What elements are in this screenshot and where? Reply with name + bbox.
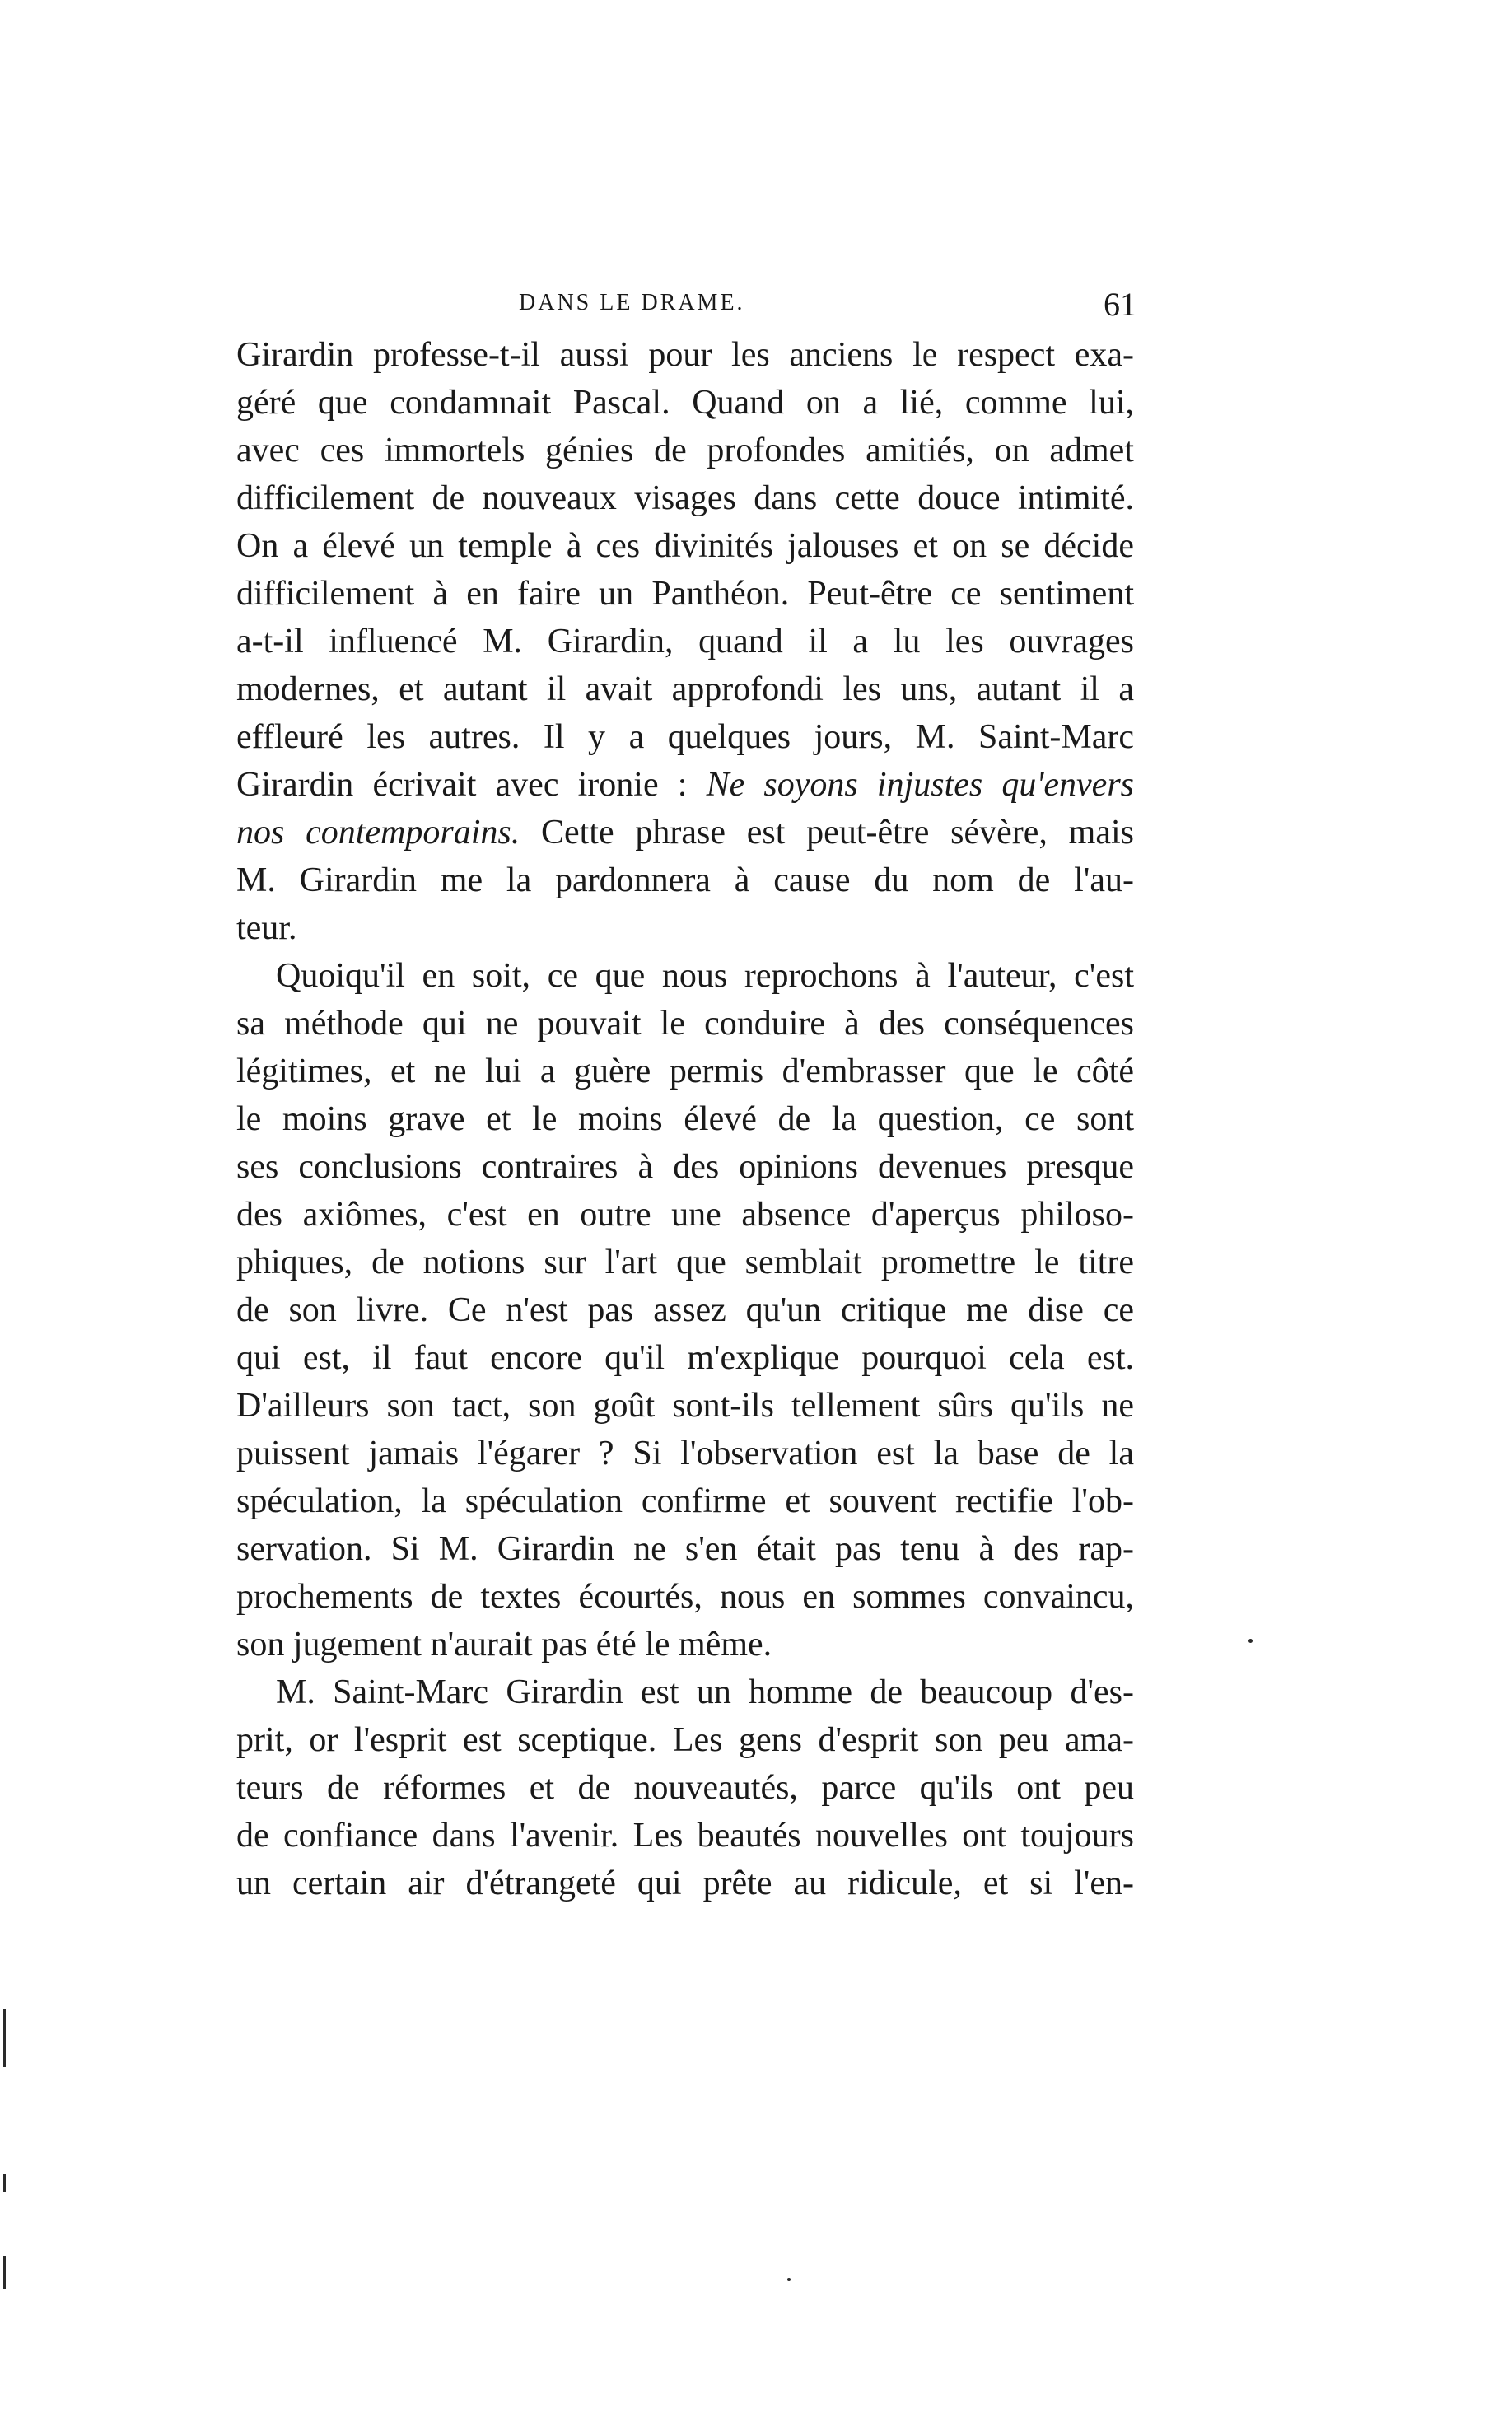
text-line: a-t-il influencé M. Girardin, quand il a lu les ouvrages	[236, 623, 1134, 660]
text-line: prochements de textes écourtés, nous en sommes convaincu,	[236, 1578, 1134, 1616]
text-line	[236, 811, 1134, 854]
text-line: ses conclusions contraires à des opinions devenues presque	[236, 1148, 1134, 1186]
paragraph-start: Quoiqu'il en soit, ce que nous reprochons à l'auteur, c'est	[276, 957, 1134, 995]
text-line: qui est, il faut encore qu'il m'explique pourquoi cela est.	[236, 1339, 1134, 1377]
text-line: prit, or l'esprit est sceptique. Les gens d'esprit son peu ama-	[236, 1721, 1134, 1759]
text-line: servation. Si M. Girardin ne s'en était pas tenu à des rap-	[236, 1530, 1134, 1568]
running-head: DANS LE DRAME.	[519, 290, 745, 315]
text-span: Girardin écrivait avec ironie :	[236, 766, 688, 804]
text-line: teur.	[236, 909, 297, 947]
text-line: difficilement de nouveaux visages dans cette douce intimité.	[236, 479, 1134, 517]
scan-edge-mark	[3, 2256, 6, 2289]
text-line: M. Girardin me la pardonnera à cause du nom de l'au-	[236, 861, 1134, 899]
text-span: Cette phrase est peut-être sévère, mais	[541, 814, 1134, 852]
scan-edge-mark	[3, 2174, 6, 2192]
text-line: Girardin professe-t-il aussi pour les anciens le respect exa-	[236, 336, 1134, 374]
text-line: son jugement n'aurait pas été le même.	[236, 1626, 772, 1664]
page-number: 61	[1104, 286, 1136, 323]
text-line: difficilement à en faire un Panthéon. Peut-être ce sentiment	[236, 575, 1134, 613]
text-line: de son livre. Ce n'est pas assez qu'un critique me dise ce	[236, 1291, 1134, 1329]
text-line: avec ces immortels génies de profondes amitiés, on admet	[236, 432, 1134, 469]
text-line: des axiômes, c'est en outre une absence d'aperçus philoso-	[236, 1196, 1134, 1234]
text-line: spéculation, la spéculation confirme et souvent rectifie l'ob-	[236, 1482, 1134, 1520]
text-line: D'ailleurs son tact, son goût sont-ils tellement sûrs qu'ils ne	[236, 1387, 1134, 1425]
text-line: sa méthode qui ne pouvait le conduire à des conséquences	[236, 1005, 1134, 1043]
text-line: géré que condamnait Pascal. Quand on a lié, comme lui,	[236, 384, 1134, 422]
scan-edge-mark	[3, 2009, 6, 2067]
scan-speck	[1248, 1639, 1253, 1643]
text-line: légitimes, et ne lui a guère permis d'embrasser que le côté	[236, 1052, 1134, 1090]
text-line: le moins grave et le moins élevé de la question, ce sont	[236, 1100, 1134, 1138]
scan-speck	[787, 2278, 791, 2281]
text-line: teurs de réformes et de nouveautés, parce qu'ils ont peu	[236, 1769, 1134, 1807]
paragraph-start: M. Saint-Marc Girardin est un homme de beaucoup d'es-	[276, 1673, 1134, 1711]
text-line: effleuré les autres. Il y a quelques jours, M. Saint-Marc	[236, 718, 1134, 756]
text-line: de confiance dans l'avenir. Les beautés nouvelles ont toujours	[236, 1817, 1134, 1855]
italic-quote: nos contemporains.	[236, 814, 520, 852]
text-line: un certain air d'étrangeté qui prête au ridicule, et si l'en-	[236, 1864, 1134, 1902]
text-line: On a élevé un temple à ces divinités jalouses et on se décide	[236, 527, 1134, 565]
text-line: modernes, et autant il avait approfondi les uns, autant il a	[236, 670, 1134, 708]
text-line	[236, 763, 1134, 806]
italic-quote: Ne soyons injustes qu'envers	[706, 766, 1135, 804]
text-line: phiques, de notions sur l'art que semblait promettre le titre	[236, 1244, 1134, 1281]
text-line: puissent jamais l'égarer ? Si l'observation est la base de la	[236, 1435, 1134, 1472]
